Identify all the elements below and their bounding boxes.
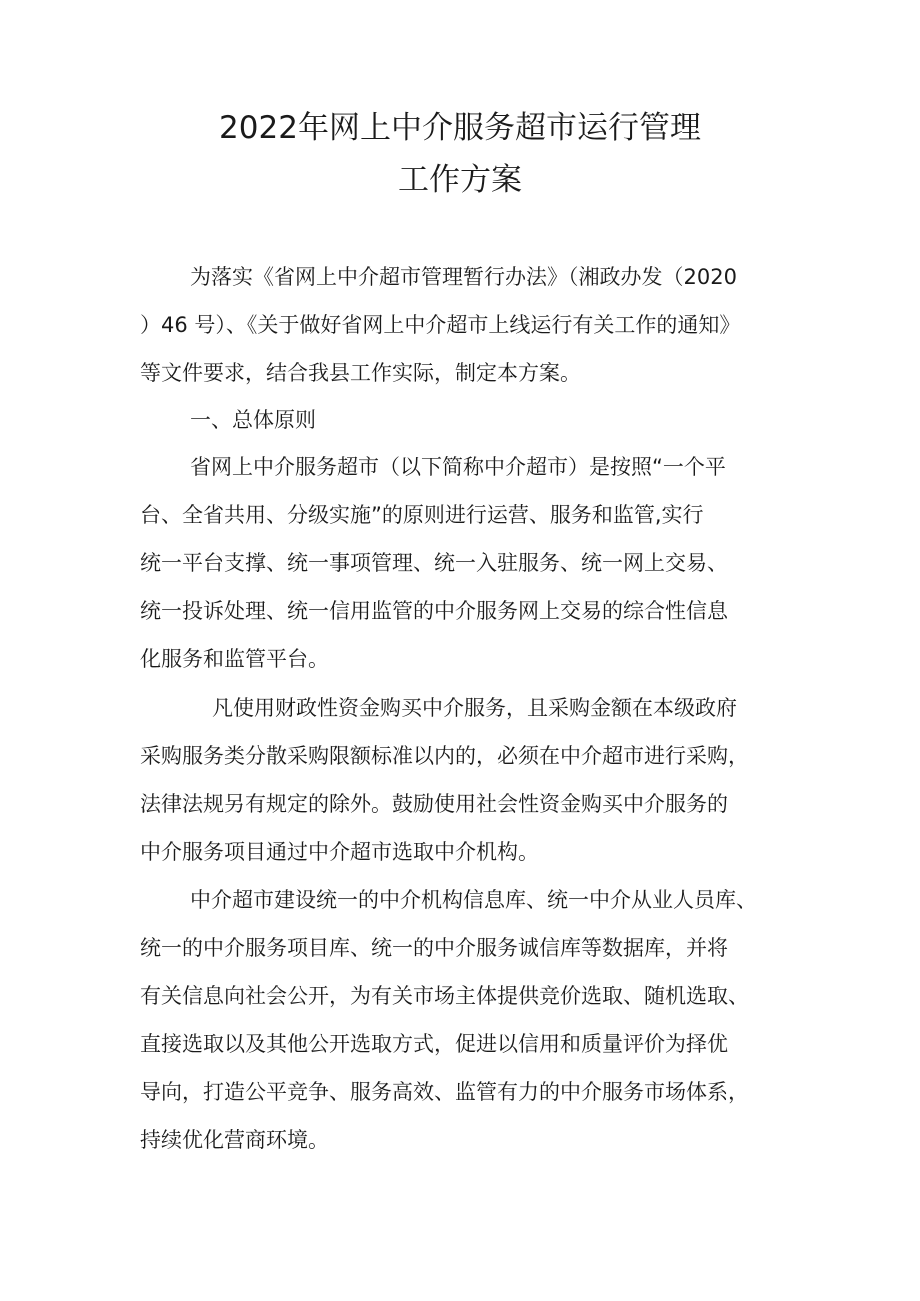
paragraph-3-line-2: 采购服务类分散采购限额标准以内的，必须在中介超市进行采购，	[140, 744, 749, 768]
section-heading-1: 一、总体原则	[190, 408, 316, 432]
paragraph-1-line-3: 等文件要求，结合我县工作实际，制定本方案。	[140, 361, 581, 385]
paragraph-2-line-5: 化服务和监管平台。	[140, 647, 329, 671]
paragraph-3-line-4: 中介服务项目通过中介超市选取中介机构。	[140, 840, 539, 864]
document-title-line-1: 2022年网上中介服务超市运行管理	[219, 110, 701, 146]
paragraph-4-line-1: 中介超市建设统一的中介机构信息库、统一中介从业人员库、	[190, 888, 757, 912]
paragraph-2-line-2: 台、全省共用、分级实施”的原则进行运营、服务和监管,实行	[140, 503, 704, 527]
document-title-line-2: 工作方案	[398, 162, 522, 198]
paragraph-4-line-6: 持续优化营商环境。	[140, 1128, 329, 1152]
paragraph-4-line-2: 统一的中介服务项目库、统一的中介服务诚信库等数据库，并将	[140, 936, 728, 960]
paragraph-4-line-3: 有关信息向社会公开，为有关市场主体提供竞价选取、随机选取、	[140, 984, 749, 1008]
paragraph-2-line-3: 统一平台支撑、统一事项管理、统一入驻服务、统一网上交易、	[140, 551, 728, 575]
paragraph-4-line-4: 直接选取以及其他公开选取方式，促进以信用和质量评价为择优	[140, 1032, 728, 1056]
paragraph-2-line-4: 统一投诉处理、统一信用监管的中介服务网上交易的综合性信息	[140, 599, 728, 623]
paragraph-3-line-1: 凡使用财政性资金购买中介服务，且采购金额在本级政府	[212, 696, 737, 720]
paragraph-3-line-3: 法律法规另有规定的除外。鼓励使用社会性资金购买中介服务的	[140, 792, 728, 816]
paragraph-1-line-1: 为落实《省网上中介超市管理暂行办法》（湘政办发（2020	[190, 265, 737, 289]
paragraph-1-line-2: ）46 号）、《关于做好省网上中介超市上线运行有关工作的通知》	[140, 313, 741, 337]
paragraph-2-line-1: 省网上中介服务超市（以下简称中介超市）是按照“一个平	[190, 455, 726, 479]
paragraph-4-line-5: 导向，打造公平竞争、服务高效、监管有力的中介服务市场体系，	[140, 1080, 749, 1104]
